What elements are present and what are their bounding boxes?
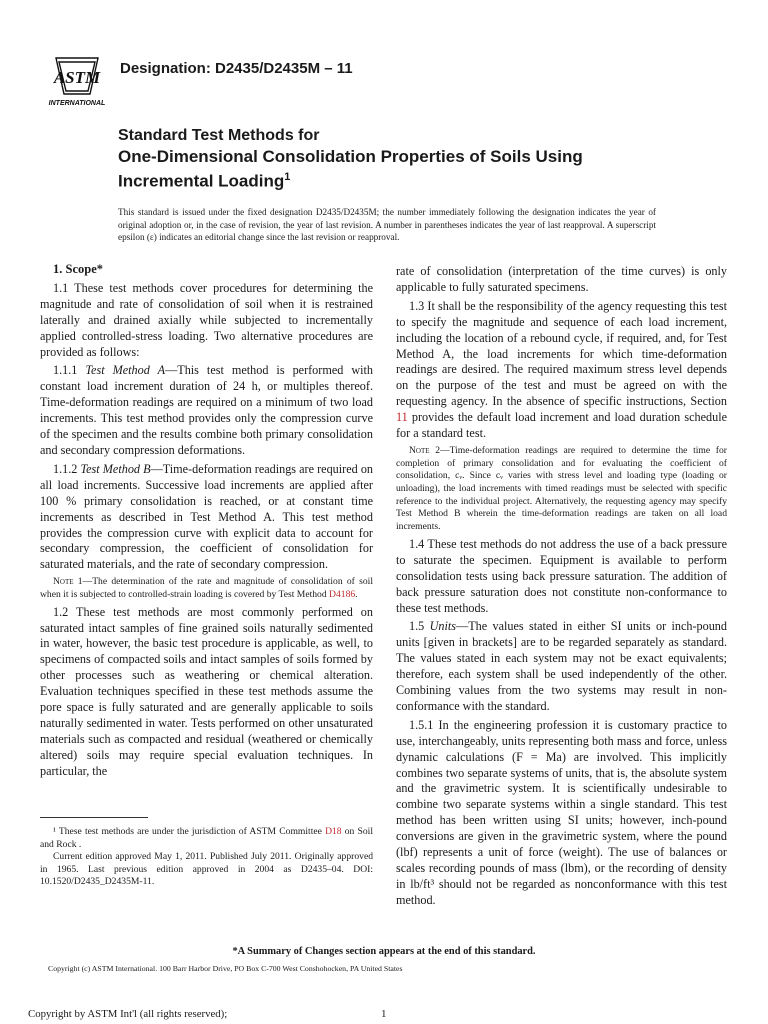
footnotes xyxy=(40,826,373,889)
paragraph-1-4: 1.4 These test methods do not address the use of a back pressure to saturate the specimen. Equipment is available to perform consolidation tests using back pressure saturation. The addition of back pressure saturation does not constitute non-conformance to these test methods. xyxy=(396,536,727,615)
link-d4186[interactable]: D4186 xyxy=(329,588,356,600)
note-1: Note 1—The determination of the rate and magnitude of consolidation of soil when it is subjected to controlled-strain loading is covered by Test Method D4186. xyxy=(40,576,373,600)
note-2: Note 2—Time-deformation readings are required to determine the time for completion of primary consolidation and for evaluating the coefficient of consolidation, cᵥ. Since cᵥ varies with stress level and loading type (loading or unloading), the load increments with timed readings must be selected with specific reference to the individual project. Alternatively, the requesting agency may specify Test Method B wherein the time-deformation readings are taken on all load increments. xyxy=(396,444,727,533)
paragraph-1-1: 1.1 These test methods cover procedures for determining the magnitude and rate of consolidation of soil when it is restrained laterally and drained axially while subjected to incrementally applied controlled-stress loading. Two alternative procedures are provided as follows: xyxy=(40,280,373,359)
astm-logo-mark xyxy=(44,50,110,110)
right-column xyxy=(396,264,727,912)
footnote-rule xyxy=(40,817,148,818)
astm-logo xyxy=(44,50,110,110)
document-title xyxy=(118,126,678,192)
page-number: 1 xyxy=(381,1008,387,1020)
title-line-1: Standard Test Methods for xyxy=(118,127,320,144)
copyright-notice: Copyright by ASTM Int'l (all rights reserved); xyxy=(28,1008,228,1020)
issuance-note: This standard is issued under the fixed designation D2435/D2435M; the number immediately following the designation indicates the year of original adoption or, in the case of revision, the year of last revision. A number in parentheses indicates the year of last reapproval. A superscript epsilon (ε) indicates an editorial change since the last revision or reapproval. xyxy=(118,207,656,242)
paragraph-1-2: 1.2 These test methods are most commonly performed on saturated intact samples of fine grained soils naturally sedimented in water, however, the basic test procedure is applicable, as well, to specimens of compacted soils and intact samples of soils formed by other processes such as weathering or chemical alteration. Evaluation techniques specified in these test methods assume the pore space is fully saturated and are generally applicable to soils naturally sedimented in water. Tests performed on other unsaturated materials such as compacted and residual (weathered or chemically altered) soils may require special evaluation techniques. In particular, the xyxy=(40,604,373,778)
title-footnote-mark[interactable]: 1 xyxy=(284,171,291,183)
svg-text:ASTM: ASTM xyxy=(53,68,101,87)
paragraph-1-1-1: 1.1.1 Test Method A—This test method is performed with constant load increment duration of 24 h, or multiples thereof. Time-deformation readings are required on a minimum of two load increments. This test method provides only the compression curve of the specimen and the results combine both primary consolidation and secondary compression deformations. xyxy=(40,363,373,457)
footnote-1: ¹ These test methods are under the jurisdiction of ASTM Committee D18 on Soil and Rock . xyxy=(40,826,373,850)
svg-text:INTERNATIONAL: INTERNATIONAL xyxy=(48,100,106,107)
summary-of-changes-note: *A Summary of Changes section appears at the end of this standard. xyxy=(232,946,536,957)
link-d18[interactable]: D18 xyxy=(325,826,342,837)
link-section-11[interactable]: 11 xyxy=(396,410,408,425)
paragraph-continued: rate of consolidation (interpretation of the time curves) is only applicable to fully saturated specimens. xyxy=(396,264,727,294)
paragraph-1-5: 1.5 Units—The values stated in either SI units or inch-pound units [given in brackets] are to be regarded separately as standard. The values stated in each system may not be exact equivalents; therefore, each system shall be used independently of the other. Combining values from the two systems may result in non-conformance with the standard. xyxy=(396,619,727,713)
designation: Designation: D2435/D2435M – 11 xyxy=(120,60,353,77)
title-line-2: One-Dimensional Consolidation Properties of Soils Using xyxy=(118,147,583,166)
copyright-address: Copyright (c) ASTM International. 100 Barr Harbor Drive, PO Box C-700 West Conshohocken, PA United States xyxy=(48,964,403,973)
title-line-3: Incremental Loading$^1$ xyxy=(118,171,291,191)
paragraph-1-5-1: 1.5.1 In the engineering profession it is customary practice to use, interchangeably, units representing both mass and force, unless dynamic calculations (F = Ma) are involved. This implicitly combines two separate systems of units, that is, the absolute system and the gravimetric system. It is scientifically undesirable to combine two separate systems within a single standard. This test method has been written using SI units; however, inch-pound conversions are given in the gravimetric system, where the pound (lbf) represents a unit of force (weight). The use of balances or scales recording pounds of mass (lbm), or the recording of density in lb/ft³ should not be regarded as nonconformance with this test method. xyxy=(396,717,727,907)
left-column xyxy=(40,262,373,783)
footnote-edition: Current edition approved May 1, 2011. Published July 2011. Originally approved in 1965. Last previous edition approved in 2004 as D2435–04. DOI: 10.1520/D2435_D2435M-11. xyxy=(40,851,373,888)
paragraph-1-1-2: 1.1.2 Test Method B—Time-deformation readings are required on all load increments. Successive load increments are applied after 100 % primary consolidation is reached, or at constant time increments as described in Test Method A. This test method provides the compression curve with explicit data to account for secondary compression, the coefficient of consolidation for saturated materials, and the rate of secondary compression. xyxy=(40,461,374,572)
paragraph-1-3: 1.3 It shall be the responsibility of the agency requesting this test to specify the magnitude and sequence of each load increment, including the location of a rebound cycle, if required, and, for Test Method A, the load increments for which time-deformation readings are desired. The required maximum stress level depends on the purpose of the test and must be agreed on with the requesting agency. In the absence of specific instructions, Section 11 provides the default load increment and load duration schedule for a standard test. xyxy=(396,298,727,441)
section-heading-scope: 1. Scope* xyxy=(53,262,103,276)
